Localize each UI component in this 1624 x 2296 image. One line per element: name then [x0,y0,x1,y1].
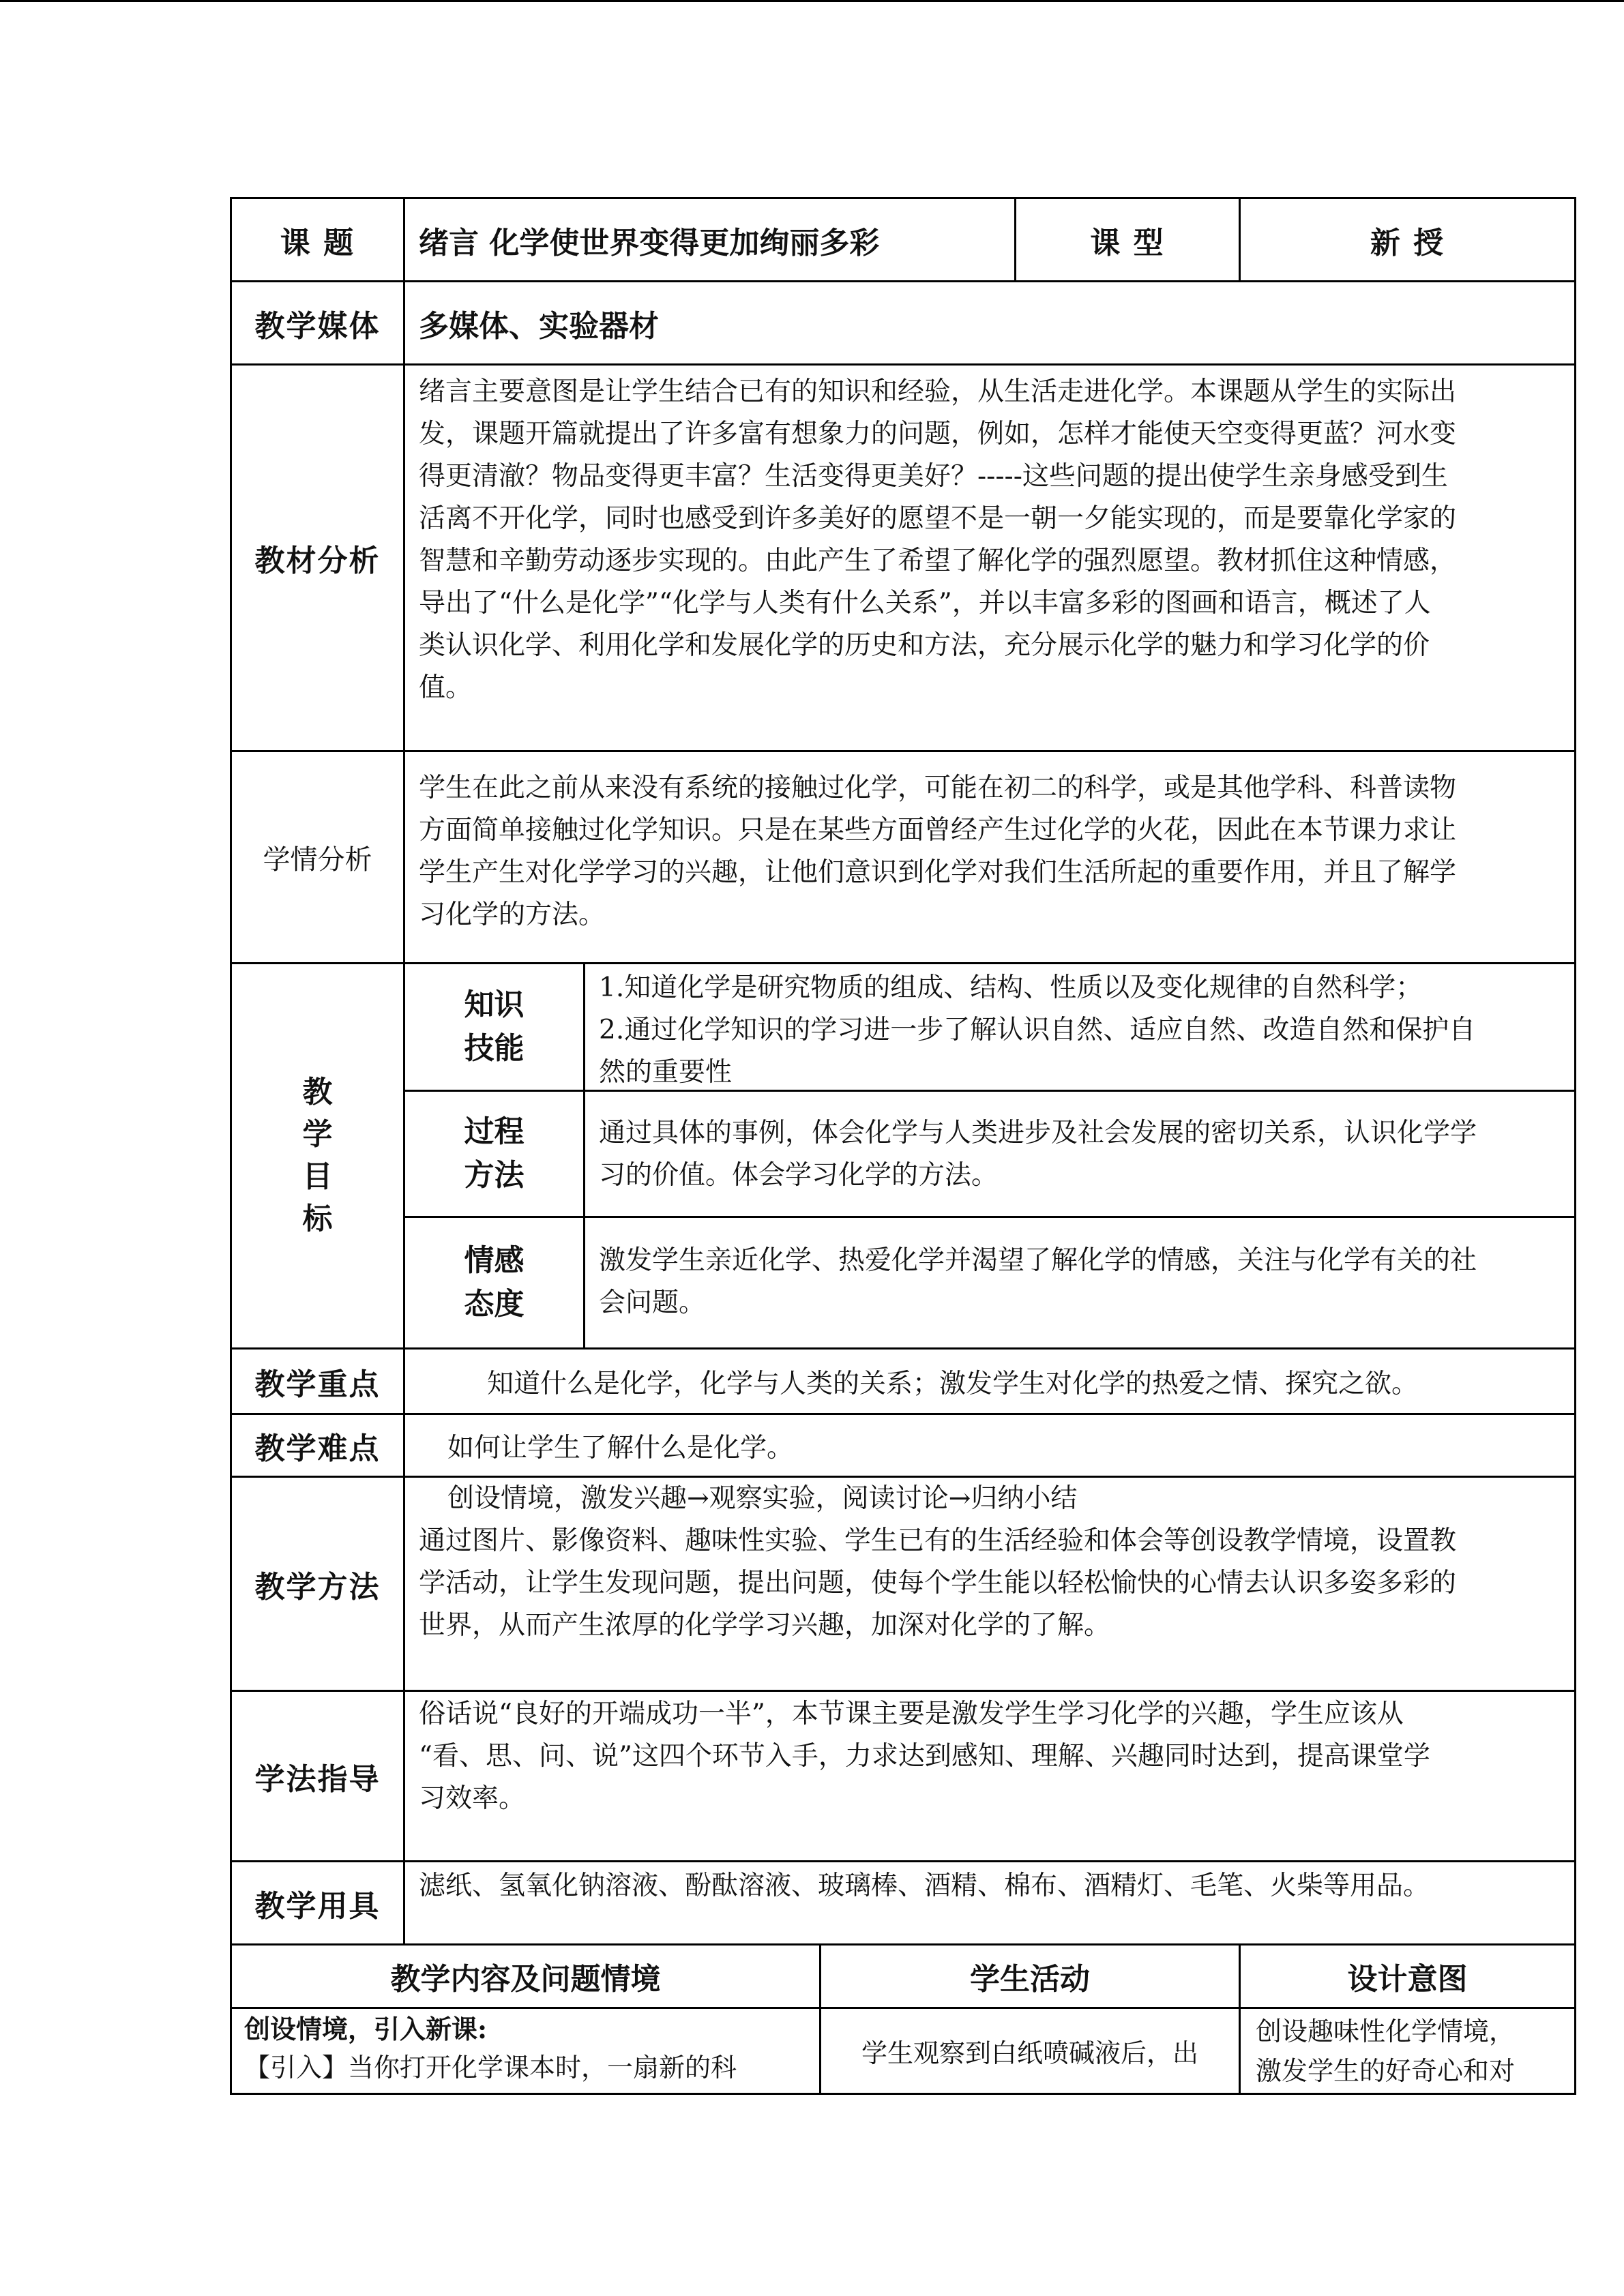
sub-label-line: 情感 [464,1243,525,1278]
label-char: 目 [302,1159,333,1194]
process-content-line: 【引入】当你打开化学课本时，一扇新的科 [244,2053,737,2083]
text-line: 习的价值。体会学习化学的方法。 [599,1160,999,1191]
text-line: 类认识化学、利用化学和发展化学的历史和方法，充分展示化学的魅力和学习化学的价 [419,630,1430,661]
key-points-label: 教学重点 [254,1367,381,1402]
sub-label-line: 态度 [464,1287,525,1322]
knowledge-skill-text [585,964,1574,1090]
text-line: 导出了“什么是化学”“化学与人类有什么关系”，并以丰富多彩的图画和语言，概述了人 [419,588,1431,618]
text-line: 方面简单接触过化学知识。只是在某些方面曾经产生过化学的火花，因此在本节课力求让 [419,815,1457,846]
study-guidance-label: 学法指导 [254,1761,381,1797]
difficulties-value: 如何让学生了解什么是化学。 [447,1432,794,1463]
tools-value: 滤纸、氢氧化钠溶液、酚酞溶液、玻璃棒、酒精、棉布、酒精灯、毛笔、火柴等用品。 [419,1870,1430,1901]
media-value: 多媒体、实验器材 [419,308,659,344]
text-line: 学活动，让学生发现问题，提出问题，使每个学生能以轻松愉快的心情去认识多姿多彩的 [419,1568,1457,1598]
text-line: 激发学生亲近化学、热爱化学并渴望了解化学的情感，关注与化学有关的社 [599,1245,1477,1276]
label-char: 学 [302,1117,333,1152]
media-label: 教学媒体 [254,308,381,344]
type-label: 课 型 [1090,225,1165,260]
text-line: 然的重要性 [599,1057,733,1088]
text-line: 创设情境，激发兴趣→观察实验，阅读讨论→归纳小结 [447,1483,1078,1514]
learner-analysis-text [405,752,1574,962]
tools-label: 教学用具 [254,1888,381,1924]
process-method-label [405,1092,583,1216]
sub-label-line: 知识 [464,987,525,1022]
text-line: 习化学的方法。 [419,899,606,930]
text-line: 得更清澈？物品变得更丰富？生活变得更美好？-----这些问题的提出使学生亲身感受到生 [419,461,1448,492]
text-line: 通过具体的事例，体会化学与人类进步及社会发展的密切关系，认识化学学 [599,1118,1477,1148]
process-content-cell [232,2009,819,2093]
text-line: 活离不开化学，同时也感受到许多美好的愿望不是一朝一夕能实现的，而是要靠化学家的 [419,503,1457,534]
process-header-content: 教学内容及问题情境 [390,1962,661,1997]
objectives-label [232,964,403,1347]
text-line: 绪言主要意图是让学生结合已有的知识和经验，从生活走进化学。本课题从学生的实际出 [419,376,1457,407]
text-line: 1.知道化学是研究物质的组成、结构、性质以及变化规律的自然科学； [599,972,1423,1003]
key-points-value: 知道什么是化学，化学与人类的关系；激发学生对化学的热爱之情、探究之欲。 [487,1368,1419,1399]
process-header-intent: 设计意图 [1347,1962,1468,1997]
emotion-attitude-text [585,1218,1574,1347]
material-analysis-text [405,366,1574,750]
text-line: 学生在此之前从来没有系统的接触过化学，可能在初二的科学，或是其他学科、科普读物 [419,773,1457,803]
methods-text [405,1478,1574,1690]
label-char: 教 [302,1075,333,1109]
process-header-activity: 学生活动 [970,1962,1090,1997]
text-line: 创设趣味性化学情境， [1256,2016,1516,2046]
process-content-title: 创设情境，引入新课: [244,2014,488,2044]
learner-analysis-label: 学情分析 [263,844,372,876]
study-guidance-text [405,1692,1574,1860]
text-line: “看、思、问、说”这四个环节入手，力求达到感知、理解、兴趣同时达到，提高课堂学 [419,1741,1430,1772]
text-line: 习效率。 [419,1783,526,1814]
text-line: 智慧和辛勤劳动逐步实现的。由此产生了希望了解化学的强烈愿望。教材抓住这种情感， [419,546,1457,576]
emotion-attitude-label [405,1218,583,1347]
page-top-border [0,0,1624,2]
process-method-text [585,1092,1574,1216]
topic-value: 绪言 化学使世界变得更加绚丽多彩 [419,225,880,260]
process-activity-cell: 学生观察到白纸喷碱液后，出 [861,2038,1198,2068]
text-line: 世界，从而产生浓厚的化学学习兴趣，加深对化学的了解。 [419,1610,1111,1641]
text-line: 会问题。 [599,1287,706,1318]
text-line: 激发学生的好奇心和对 [1256,2056,1516,2086]
sub-label-line: 技能 [464,1031,525,1066]
type-value: 新 授 [1370,225,1445,260]
text-line: 发，课题开篇就提出了许多富有想象力的问题，例如，怎样才能使天空变得更蓝？河水变 [419,419,1457,449]
table-border-bottom [230,2093,1576,2095]
text-line: 俗话说“良好的开端成功一半”，本节课主要是激发学生学习化学的兴趣，学生应该从 [419,1699,1404,1729]
knowledge-skill-label [405,964,583,1090]
label-char: 标 [302,1202,333,1236]
sub-label-line: 过程 [464,1114,525,1149]
table-border-right [1574,197,1576,2095]
material-analysis-label: 教材分析 [254,543,381,578]
sub-label-line: 方法 [464,1158,525,1193]
text-line: 学生产生对化学学习的兴趣，让他们意识到化学对我们生活所起的重要作用，并且了解学 [419,857,1457,888]
text-line: 通过图片、影像资料、趣味性实验、学生已有的生活经验和体会等创设教学情境，设置教 [419,1525,1457,1556]
process-intent-cell [1241,2009,1574,2093]
difficulties-label: 教学难点 [254,1431,381,1466]
text-line: 值。 [419,672,473,703]
methods-label: 教学方法 [254,1569,381,1605]
topic-label: 课 题 [280,225,355,260]
text-line: 2.通过化学知识的学习进一步了解认识自然、适应自然、改造自然和保护自 [599,1015,1476,1045]
